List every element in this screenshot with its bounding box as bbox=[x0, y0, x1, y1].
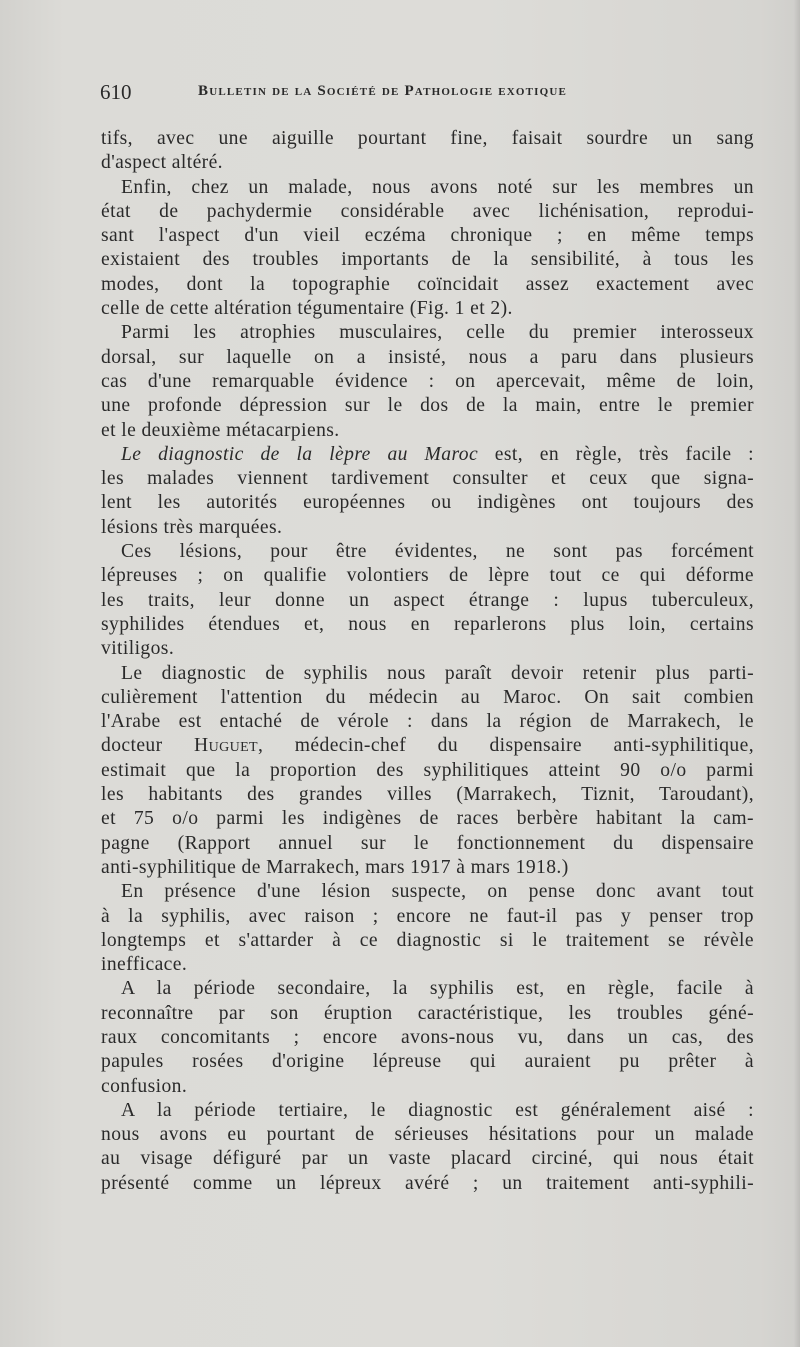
page-number: 610 bbox=[100, 80, 132, 104]
text-line bbox=[101, 686, 754, 710]
text-line bbox=[101, 224, 754, 248]
text-line bbox=[101, 176, 754, 200]
text-run: au visage défiguré par un vaste placard circiné, qui nous était bbox=[101, 1148, 754, 1170]
text-run: Parmi les atrophies musculaires, celle du premier interosseux bbox=[121, 322, 754, 344]
text-line bbox=[101, 1172, 754, 1196]
text-run: raux concomitants ; encore avons-nous vu, dans un cas, des bbox=[101, 1026, 754, 1048]
text-run: les habitants des grandes villes (Marrakech, Tiznit, Taroudant), bbox=[101, 784, 754, 806]
text-line bbox=[101, 200, 754, 224]
text-line bbox=[101, 710, 754, 734]
text-line bbox=[101, 491, 754, 515]
text-line bbox=[101, 321, 754, 345]
text-run: lépreuses ; on qualifie volontiers de lèpre tout ce qui déforme bbox=[101, 565, 754, 587]
text-line bbox=[101, 346, 754, 370]
text-line bbox=[101, 905, 754, 929]
text-line bbox=[101, 734, 754, 758]
text-run: papules rosées d'origine lépreuse qui auraient pu prêter à bbox=[101, 1051, 754, 1073]
text-run: modes, dont la topographie coïncidait assez exactement avec bbox=[101, 273, 754, 295]
text-line bbox=[101, 783, 754, 807]
text-line bbox=[101, 832, 754, 856]
text-run: culièrement l'attention du médecin au Maroc. On sait combien bbox=[101, 686, 754, 708]
text-line bbox=[101, 807, 754, 831]
text-line bbox=[101, 1050, 754, 1074]
text-line bbox=[101, 977, 754, 1001]
text-line bbox=[101, 1075, 754, 1099]
text-line bbox=[101, 1002, 754, 1026]
text-line bbox=[101, 589, 754, 613]
text-run: vitiligos. bbox=[101, 638, 175, 660]
text-run: Enfin, chez un malade, nous avons noté sur les membres un bbox=[121, 176, 754, 198]
text-run: dorsal, sur laquelle on a insisté, nous a paru dans plusieurs bbox=[101, 346, 754, 368]
text-run: celle de cette altération tégumentaire (Fig. 1 et 2). bbox=[101, 298, 513, 320]
text-run: docteur bbox=[101, 735, 195, 757]
text-run: , médecin-chef du dispensaire anti-syphilitique, bbox=[258, 735, 754, 757]
text-line bbox=[101, 953, 754, 977]
text-line bbox=[101, 394, 754, 418]
text-run: est, en règle, très facile : bbox=[478, 443, 754, 465]
text-run: état de pachydermie considérable avec lichénisation, reprodui- bbox=[101, 200, 754, 222]
page-header bbox=[100, 80, 750, 110]
text-run: pagne (Rapport annuel sur le fonctionnement du dispensaire bbox=[101, 832, 754, 854]
text-run: longtemps et s'attarder à ce diagnostic si le traitement se révèle bbox=[101, 929, 754, 951]
page-edge-shadow bbox=[794, 0, 800, 1347]
text-line bbox=[101, 248, 754, 272]
text-run: confusion. bbox=[101, 1075, 188, 1097]
small-caps-run: Huguet bbox=[194, 735, 259, 757]
text-run: nous avons eu pourtant de sérieuses hésitations pour un malade bbox=[101, 1124, 754, 1146]
text-run: présenté comme un lépreux avéré ; un traitement anti-syphili- bbox=[101, 1172, 754, 1194]
text-run: existaient des troubles importants de la sensibilité, à tous les bbox=[101, 249, 754, 271]
text-line bbox=[101, 1147, 754, 1171]
text-run: et 75 o/o parmi les indigènes de races berbère habitant la cam- bbox=[101, 808, 754, 830]
text-line bbox=[101, 151, 754, 175]
text-line bbox=[101, 1099, 754, 1123]
text-line bbox=[101, 540, 754, 564]
text-run: A la période secondaire, la syphilis est, en règle, facile à bbox=[121, 978, 754, 1000]
text-run: tifs, avec une aiguille pourtant fine, faisait sourdre un sang bbox=[101, 128, 754, 149]
text-line bbox=[101, 443, 754, 467]
text-run: reconnaître par son éruption caractéristique, les troubles géné- bbox=[101, 1002, 754, 1024]
text-run: à la syphilis, avec raison ; encore ne faut-il pas y penser trop bbox=[101, 905, 754, 927]
text-line bbox=[101, 637, 754, 661]
text-line bbox=[101, 929, 754, 953]
text-line bbox=[101, 297, 754, 321]
text-run: En présence d'une lésion suspecte, on pense donc avant tout bbox=[121, 881, 754, 903]
text-line bbox=[101, 856, 754, 880]
text-line bbox=[101, 564, 754, 588]
text-run: sant l'aspect d'un vieil eczéma chronique ; en même temps bbox=[101, 225, 754, 247]
text-line bbox=[101, 516, 754, 540]
text-line bbox=[101, 662, 754, 686]
text-run: Le diagnostic de syphilis nous paraît devoir retenir plus parti- bbox=[121, 662, 754, 684]
text-run: d'aspect altéré. bbox=[101, 152, 223, 174]
text-run: une profonde dépression sur le dos de la main, entre le premier bbox=[101, 395, 754, 417]
text-line bbox=[101, 880, 754, 904]
text-run: cas d'une remarquable évidence : on apercevait, même de loin, bbox=[101, 370, 754, 392]
text-run: Ces lésions, pour être évidentes, ne sont pas forcément bbox=[121, 541, 754, 563]
text-run: lent les autorités européennes ou indigènes ont toujours des bbox=[101, 492, 754, 514]
text-run: les malades viennent tardivement consulter et ceux que signa- bbox=[101, 468, 754, 490]
text-run: inefficace. bbox=[101, 954, 188, 976]
text-line bbox=[101, 1026, 754, 1050]
text-run: les traits, leur donne un aspect étrange : lupus tuberculeux, bbox=[101, 589, 754, 611]
body-text bbox=[101, 127, 754, 1196]
running-head: Bulletin de la Société de Pathologie exotique bbox=[198, 83, 568, 99]
text-run: syphilides étendues et, nous en reparlerons plus loin, certains bbox=[101, 613, 754, 635]
text-line bbox=[101, 759, 754, 783]
text-line bbox=[101, 467, 754, 491]
italic-run: Le diagnostic de la lèpre au Maroc bbox=[121, 443, 479, 465]
text-run: l'Arabe est entaché de vérole : dans la région de Marrakech, le bbox=[101, 711, 754, 733]
text-line bbox=[101, 370, 754, 394]
text-run: lésions très marquées. bbox=[101, 516, 283, 538]
text-line bbox=[101, 1123, 754, 1147]
text-line bbox=[101, 273, 754, 297]
text-run: estimait que la proportion des syphilitiques atteint 90 o/o parmi bbox=[101, 759, 754, 781]
text-run: A la période tertiaire, le diagnostic est généralement aisé : bbox=[121, 1099, 754, 1121]
text-line bbox=[101, 419, 754, 443]
text-line bbox=[101, 127, 754, 151]
text-run: et le deuxième métacarpiens. bbox=[101, 419, 340, 441]
text-line bbox=[101, 613, 754, 637]
text-run: anti-syphilitique de Marrakech, mars 1917 à mars 1918.) bbox=[101, 856, 569, 878]
